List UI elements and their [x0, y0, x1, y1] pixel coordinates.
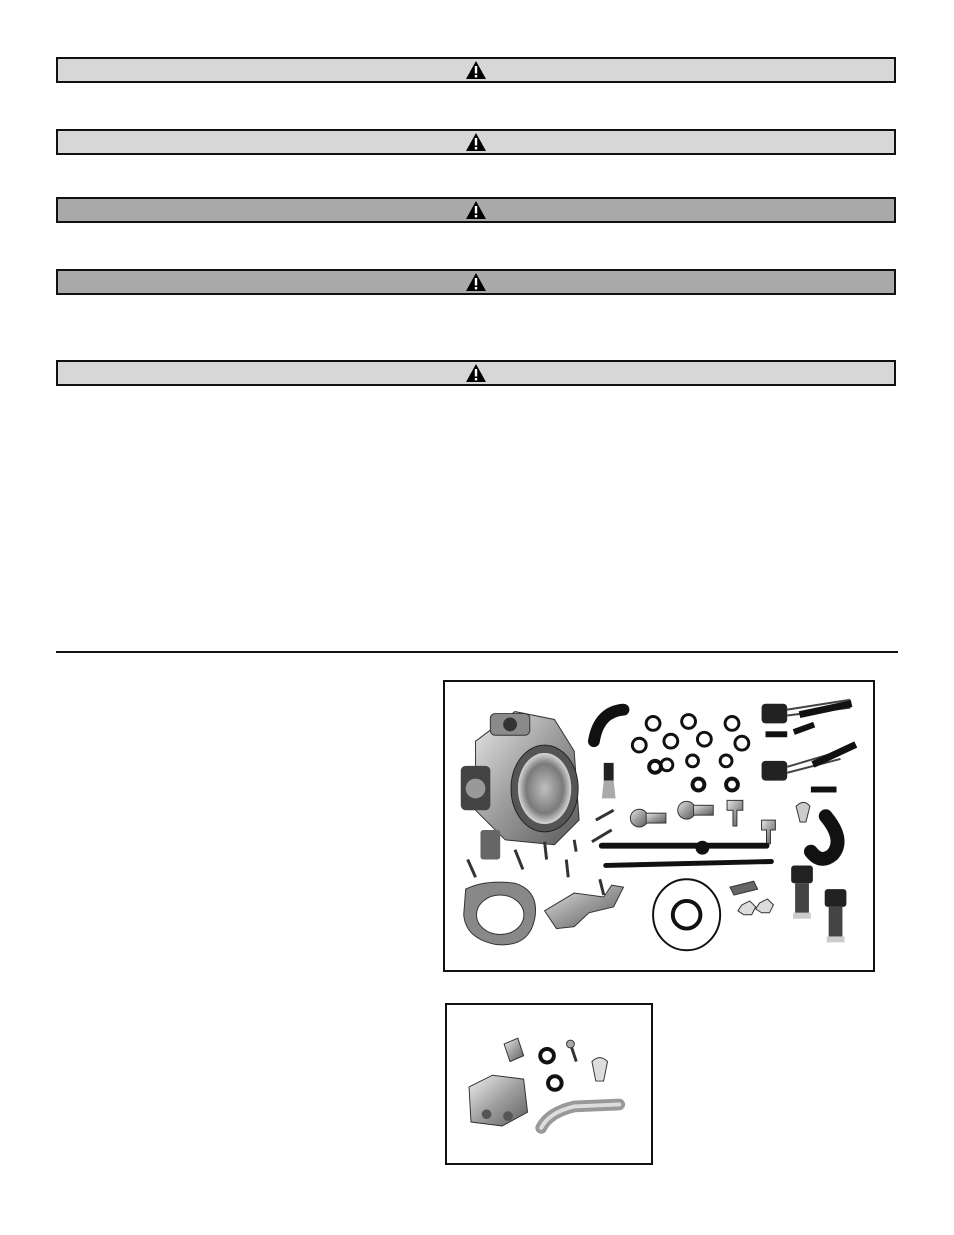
warning-triangle-icon	[465, 60, 487, 80]
warning-banner-2	[56, 129, 896, 155]
warning-triangle-icon	[465, 132, 487, 152]
section-divider	[56, 651, 898, 653]
warning-triangle-icon	[465, 272, 487, 292]
caution-banner-2	[56, 269, 896, 295]
throttle-body-kit-illustration	[445, 682, 873, 970]
warning-triangle-icon	[465, 200, 487, 220]
kit-contents-photo	[443, 680, 875, 972]
caution-banner-1	[56, 197, 896, 223]
fitting-kit-photo	[445, 1003, 653, 1165]
warning-triangle-icon	[465, 363, 487, 383]
warning-banner-1	[56, 57, 896, 83]
fuel-fitting-kit-illustration	[447, 1005, 651, 1163]
warning-banner-3	[56, 360, 896, 386]
